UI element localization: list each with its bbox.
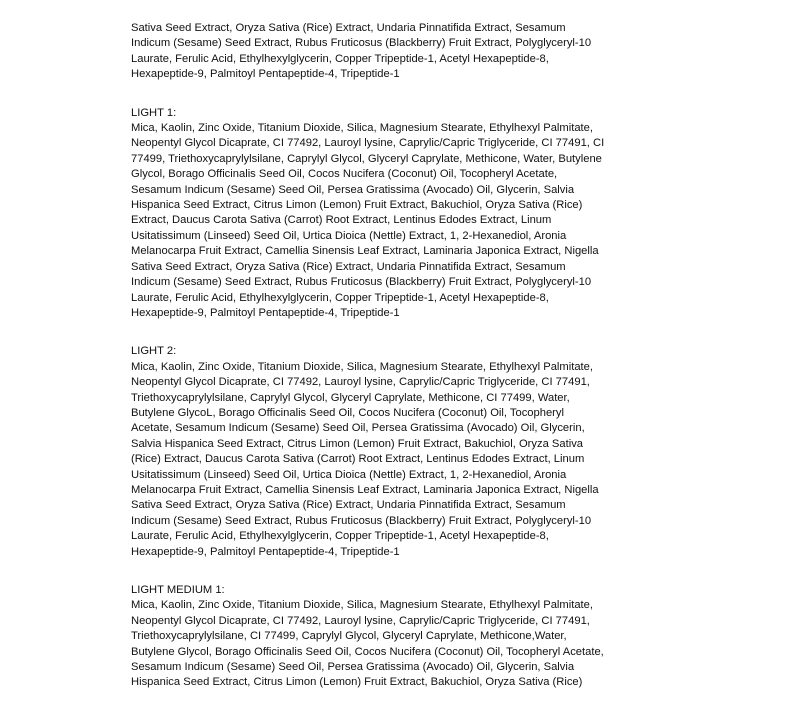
continued-ingredient-list: Sativa Seed Extract, Oryza Sativa (Rice) Extract, Undaria Pinnatifida Extract, Sesamum Indicum (Sesame) Seed Extract, Rubus Fruticosus (Blackberry) Fruit Extract, Polyglyceryl-10 Laurate, Ferulic Acid, Ethylhexylglycerin, Copper Tripeptide-1, Acetyl Hexapeptide-8, Hexapeptide-9, Palmitoyl Pentapeptide-4, Tripeptide-1: [131, 22, 592, 81]
section-light-medium-1: [131, 583, 631, 691]
section-spacer: [131, 83, 631, 106]
ingredient-list: Mica, Kaolin, Zinc Oxide, Titanium Dioxide, Silica, Magnesium Stearate, Ethylhexyl Palmitate, Neopentyl Glycol Dicaprate, CI 77492, Lauroyl lysine, Caprylic/Capric Triglyceride, CI 77491, Triethoxycaprylylsilane, Caprylyl Glycol, Glyceryl Caprylate, Methicone, CI 77499, Water, Butylene GlycoL, Borago Officinalis Seed Oil, Cocos Nucifera (Coconut) Oil, Tocopheryl Acetate, Sesamum Indicum (Sesame) Seed Oil, Persea Gratissima (Avocado) Oil, Glycerin, Salvia Hispanica Seed Extract, Citrus Limon (Lemon) Fruit Extract, Bakuchiol, Oryza Sativa (Rice) Extract, Daucus Carota Sativa (Carrot) Root Extract, Lentinus Edodes Extract, Linum Usitatissimum (Linseed) Seed Oil, Urtica Dioica (Nettle) Extract, 1, 2-Hexanediol, Aronia Melanocarpa Fruit Extract, Camellia Sinensis Leaf Extract, Laminaria Japonica Extract, Nigella Sativa Seed Extract, Oryza Sativa (Rice) Extract, Undaria Pinnatifida Extract, Sesamum Indicum (Sesame) Seed Extract, Rubus Fruticosus (Blackberry) Fruit Extract, Polyglyceryl-10 Laurate, Ferulic Acid, Ethylhexylglycerin, Copper Tripeptide-1, Acetyl Hexapeptide-8, Hexapeptide-9, Palmitoyl Pentapeptide-4, Tripeptide-1: [131, 360, 599, 558]
section-heading: LIGHT 2:: [131, 345, 177, 358]
ingredient-document: [131, 21, 631, 691]
ingredient-list: Mica, Kaolin, Zinc Oxide, Titanium Dioxide, Silica, Magnesium Stearate, Ethylhexyl Palmitate, Neopentyl Glycol Dicaprate, CI 77492, Lauroyl lysine, Caprylic/Capric Triglyceride, CI 77491, Triethoxycaprylylsilane, CI 77499, Caprylyl Glycol, Glyceryl Caprylate, Methicone,Water, Butylene Glycol, Borago Officinalis Seed Oil, Cocos Nucifera (Coconut) Oil, Tocopheryl Acetate, Sesamum Indicum (Sesame) Seed Oil, Persea Gratissima (Avocado) Oil, Glycerin, Salvia Hispanica Seed Extract, Citrus Limon (Lemon) Fruit Extract, Bakuchiol, Oryza Sativa (Rice): [131, 599, 604, 689]
section-heading: LIGHT 1:: [131, 106, 177, 119]
section-light-2: [131, 344, 631, 560]
ingredient-list: Mica, Kaolin, Zinc Oxide, Titanium Dioxide, Silica, Magnesium Stearate, Ethylhexyl Palmitate, Neopentyl Glycol Dicaprate, CI 77492, Lauroyl lysine, Caprylic/Capric Triglyceride, CI 77491, CI 77499, Triethoxycaprylylsilane, Caprylyl Glycol, Glyceryl Caprylate, Methicone, Water, Butylene Glycol, Borago Officinalis Seed Oil, Cocos Nucifera (Coconut) Oil, Tocopheryl Acetate, Sesamum Indicum (Sesame) Seed Oil, Persea Gratissima (Avocado) Oil, Glycerin, Salvia Hispanica Seed Extract, Citrus Limon (Lemon) Fruit Extract, Bakuchiol, Oryza Sativa (Rice) Extract, Daucus Carota Sativa (Carrot) Root Extract, Lentinus Edodes Extract, Linum Usitatissimum (Linseed) Seed Oil, Urtica Dioica (Nettle) Extract, 1, 2-Hexanediol, Aronia Melanocarpa Fruit Extract, Camellia Sinensis Leaf Extract, Laminaria Japonica Extract, Nigella Sativa Seed Extract, Oryza Sativa (Rice) Extract, Undaria Pinnatifida Extract, Sesamum Indicum (Sesame) Seed Extract, Rubus Fruticosus (Blackberry) Fruit Extract, Polyglyceryl-10 Laurate, Ferulic Acid, Ethylhexylglycerin, Copper Tripeptide-1, Acetyl Hexapeptide-8, Hexapeptide-9, Palmitoyl Pentapeptide-4, Tripeptide-1: [131, 122, 605, 319]
section-spacer: [131, 560, 631, 583]
section-light-1: [131, 106, 631, 322]
section-spacer: [131, 321, 631, 344]
section-heading: LIGHT MEDIUM 1:: [131, 584, 225, 596]
